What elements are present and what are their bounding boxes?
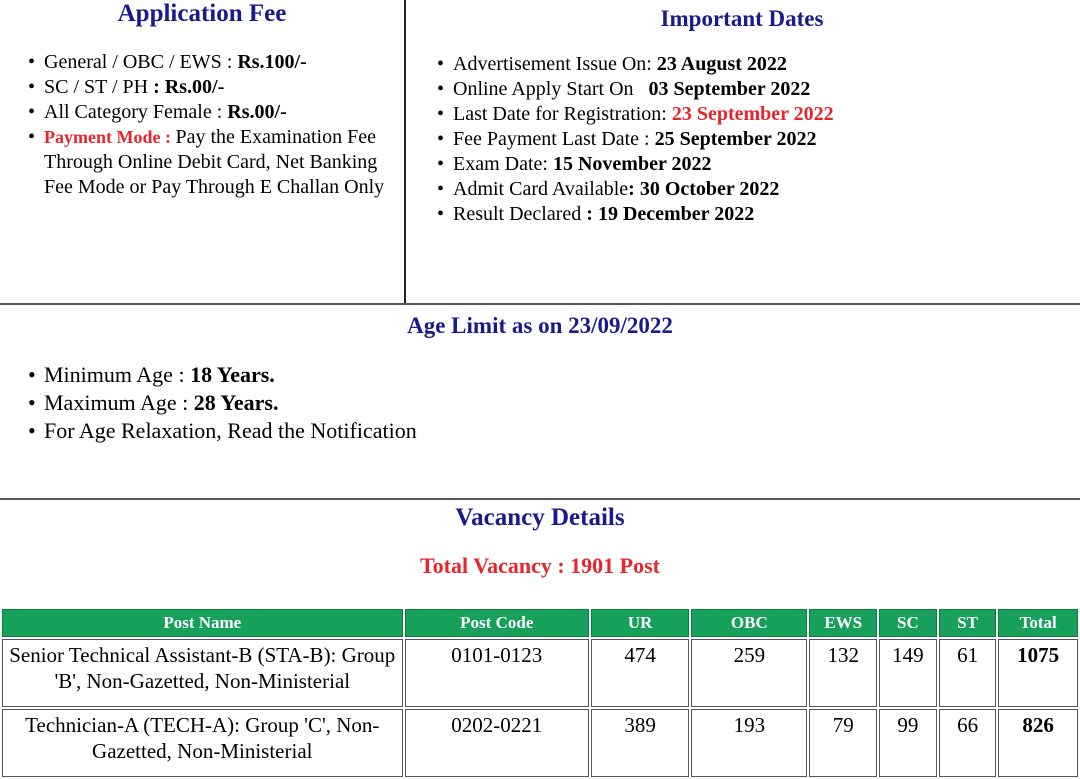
date-label: Online Apply Start On (453, 78, 649, 100)
date-label: Fee Payment Last Date : (453, 128, 655, 150)
list-item (435, 177, 1075, 202)
cell-ews: 132 (809, 639, 877, 707)
fee-value: : Rs.00/- (153, 76, 225, 98)
date-value-highlight: 23 September 2022 (671, 103, 834, 125)
list-item (26, 417, 826, 445)
vacancy-details-title: Vacancy Details (455, 504, 625, 531)
cell-obc: 259 (691, 639, 807, 707)
date-value: : 30 October 2022 (628, 178, 780, 200)
col-sc: SC (879, 609, 937, 637)
list-item (435, 127, 1075, 152)
cell-post-name: Technician-A (TECH-A): Group 'C', Non-Gazetted, Non-Ministerial (2, 709, 403, 777)
section-divider (0, 498, 1080, 500)
col-st: ST (939, 609, 997, 637)
list-item (26, 389, 826, 417)
date-value: : 19 December 2022 (586, 203, 755, 225)
fee-label: SC / ST / PH (44, 76, 154, 98)
date-label: Advertisement Issue On: (453, 53, 657, 75)
age-limit-list (26, 361, 826, 445)
important-dates-list (435, 52, 1075, 227)
list-item (26, 50, 406, 75)
col-ews: EWS (809, 609, 877, 637)
payment-mode-text: Pay the Examination Fee Through Online Debit Card, Net Banking Fee Mode or Pay Through E Challan Only (44, 126, 385, 198)
age-label: For Age Relaxation, Read the Notification (44, 418, 417, 443)
age-limit-title: Age Limit as on 23/09/2022 (407, 313, 673, 338)
list-item (435, 52, 1075, 77)
cell-total: 826 (998, 709, 1078, 777)
date-label: Exam Date: (453, 153, 553, 175)
col-total: Total (998, 609, 1078, 637)
cell-st: 66 (939, 709, 997, 777)
list-item (435, 77, 1075, 102)
age-label: Maximum Age : (44, 390, 194, 415)
date-value: 15 November 2022 (552, 153, 712, 175)
vacancy-table (0, 607, 1080, 779)
col-ur: UR (591, 609, 689, 637)
table-header-row (2, 609, 1078, 637)
list-item (435, 152, 1075, 177)
age-value: 28 Years. (193, 390, 279, 415)
cell-post-code: 0101-0123 (405, 639, 589, 707)
age-value: 18 Years. (190, 362, 275, 387)
fee-value: Rs.100/- (237, 51, 307, 73)
table-row (2, 709, 1078, 777)
cell-st: 61 (939, 639, 997, 707)
fee-label: All Category Female : (44, 101, 228, 123)
cell-total: 1075 (998, 639, 1078, 707)
total-vacancy: Total Vacancy : 1901 Post (420, 553, 660, 578)
list-item (435, 102, 1075, 127)
date-label: Result Declared (453, 203, 587, 225)
application-fee-title: Application Fee (117, 0, 287, 27)
table-row (2, 639, 1078, 707)
date-label: Last Date for Registration: (453, 103, 672, 125)
application-fee-list (26, 50, 406, 200)
important-dates-title: Important Dates (660, 6, 824, 31)
age-label: Minimum Age : (44, 362, 191, 387)
col-post-name: Post Name (2, 609, 403, 637)
col-obc: OBC (691, 609, 807, 637)
fee-label: General / OBC / EWS : (44, 51, 238, 73)
date-value: 03 September 2022 (648, 78, 811, 100)
cell-sc: 149 (879, 639, 937, 707)
payment-mode-label: Payment Mode : (44, 127, 176, 147)
list-item (26, 75, 406, 100)
list-item (26, 125, 406, 200)
fee-value: Rs.00/- (227, 101, 287, 123)
cell-sc: 99 (879, 709, 937, 777)
date-label: Admit Card Available (453, 178, 629, 200)
cell-obc: 193 (691, 709, 807, 777)
cell-ews: 79 (809, 709, 877, 777)
cell-ur: 389 (591, 709, 689, 777)
list-item (435, 202, 1075, 227)
list-item (26, 361, 826, 389)
date-value: 25 September 2022 (654, 128, 817, 150)
list-item (26, 100, 406, 125)
col-post-code: Post Code (405, 609, 589, 637)
date-value: 23 August 2022 (656, 53, 787, 75)
cell-post-name: Senior Technical Assistant-B (STA-B): Group 'B', Non-Gazetted, Non-Ministerial (2, 639, 403, 707)
section-divider (0, 303, 1080, 305)
cell-ur: 474 (591, 639, 689, 707)
cell-post-code: 0202-0221 (405, 709, 589, 777)
